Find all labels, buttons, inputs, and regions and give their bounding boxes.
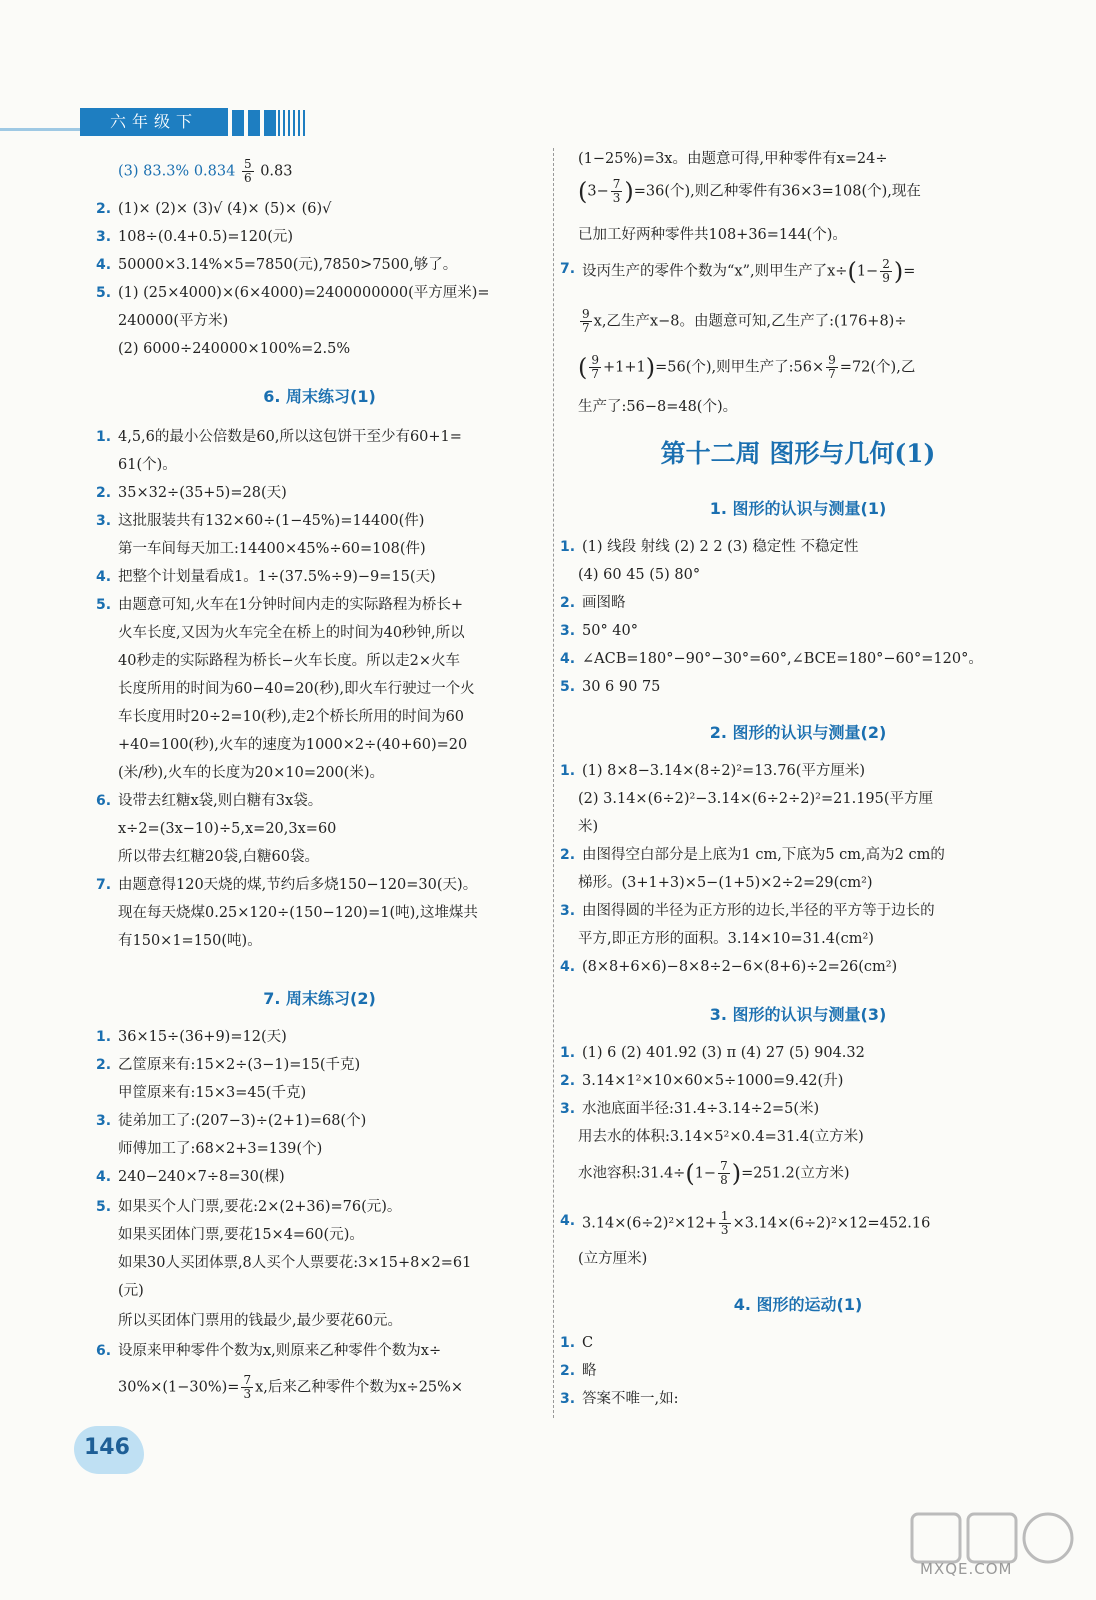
fraction-num: 5 — [243, 157, 252, 171]
answer-line — [556, 592, 626, 614]
paren: ( — [685, 1159, 695, 1188]
page-number: 146 — [84, 1435, 130, 1460]
answer-line — [92, 1026, 287, 1048]
answer-line — [92, 1054, 360, 1076]
header-block-3 — [264, 110, 276, 136]
fraction — [719, 1210, 731, 1237]
paren: ( — [578, 353, 588, 382]
answer-line — [556, 956, 897, 978]
text: 3.14×1²×10×60×5÷1000=9.42(升) — [582, 1073, 844, 1089]
answer-line — [556, 1098, 819, 1120]
item-number: 3. — [96, 513, 112, 529]
answer-line: (立方厘米) — [578, 1251, 648, 1267]
paren: ) — [645, 353, 656, 382]
fraction — [826, 354, 838, 381]
text: 徒弟加工了:(207−3)÷(2+1)=68(个) — [118, 1113, 367, 1129]
answer-line: 火车长度,又因为火车完全在桥上的时间为40秒钟,所以 — [118, 625, 465, 641]
text: 3.14×(6÷2)²×12+ — [582, 1215, 717, 1232]
text: 画图略 — [582, 595, 626, 611]
fraction-den: 3 — [612, 191, 621, 205]
answer-line — [92, 426, 462, 448]
fraction-den: 9 — [882, 271, 890, 285]
answer-line — [556, 760, 865, 782]
text: 4,5,6的最小公倍数是60,所以这包饼干至少有60+1= — [118, 429, 462, 445]
text: 240−240×7÷8=30(棵) — [118, 1169, 285, 1185]
answer-line — [92, 482, 287, 504]
paren: ( — [578, 177, 588, 206]
item-number: 3. — [560, 1101, 576, 1117]
text: 设丙生产的零件个数为“x”,则甲生产了x÷ — [582, 263, 848, 280]
answer-line — [92, 510, 424, 532]
fraction — [589, 354, 601, 381]
section-title: 2. 图形的认识与测量(2) — [709, 723, 887, 742]
answer-line — [92, 198, 331, 220]
answer-line — [92, 1196, 401, 1218]
answer-line: 如果30人买团体票,8人买个人票要花:3×15+8×2=61 — [118, 1255, 472, 1271]
answer-line: 已加工好两种零件共108+36=144(个)。 — [578, 227, 847, 243]
fraction-num: 1 — [720, 1209, 729, 1223]
answer-line — [92, 1110, 366, 1132]
text: (1) (25×4000)×(6×4000)=2400000000(平方厘米)= — [118, 285, 490, 301]
section-title: 7. 周末练习(2) — [263, 989, 376, 1008]
item-number: 1. — [560, 539, 576, 555]
item-number: 3. — [560, 623, 576, 639]
week-title: 第十二周 图形与几何(1) — [660, 439, 936, 468]
text: +1+1 — [603, 359, 646, 376]
paren: ) — [624, 177, 634, 206]
fraction-num: 9 — [582, 307, 590, 321]
text: 如果买个人门票,要花:2×(2+36)=76(元)。 — [118, 1199, 402, 1215]
text: 乙筐原来有:15×2÷(3−1)=15(千克) — [118, 1057, 361, 1073]
text: 1− — [694, 1165, 717, 1182]
text: 由题意得120天烧的煤,节约后多烧150−120=30(天)。 — [118, 877, 478, 893]
answer-line: (米/秒),火车的长度为20×10=200(米)。 — [118, 765, 384, 781]
item-number: 3. — [96, 229, 112, 245]
answer-line — [556, 536, 858, 558]
answer-line — [92, 1374, 463, 1401]
text: =36(个),则乙种零件有36×3=108(个),现在 — [633, 183, 921, 200]
fraction — [241, 1374, 253, 1401]
text: 由图得圆的半径为正方形的边长,半径的平方等于边长的 — [582, 903, 935, 919]
item-number: 1. — [96, 1029, 112, 1045]
answer-line: (元) — [118, 1283, 144, 1299]
answer-line: 现在每天烧煤0.25×120÷(150−120)=1(吨),这堆煤共 — [118, 905, 478, 921]
answer-line — [92, 226, 293, 248]
answer-line: 师傅加工了:68×2+3=139(个) — [118, 1141, 323, 1157]
paren: ( — [847, 257, 857, 286]
text: 设带去红糖x袋,则白糖有3x袋。 — [118, 793, 323, 809]
item-number: 3. — [560, 1391, 576, 1407]
answer-line: 梯形。(3+1+3)×5−(1+5)×2÷2=29(cm²) — [578, 875, 873, 891]
fraction-num: 2 — [882, 257, 890, 271]
text: (1)× (2)× (3)√ (4)× (5)× (6)√ — [118, 201, 332, 217]
item-number: 3. — [560, 903, 576, 919]
answer-line: +40=100(秒),火车的速度为1000×2÷(40+60)=20 — [118, 737, 468, 753]
item-number: 2. — [96, 1057, 112, 1073]
answer-line: (2) 6000÷240000×100%=2.5% — [118, 341, 351, 357]
fraction-num: 9 — [828, 353, 836, 367]
answer-line — [92, 282, 490, 304]
answer-line — [92, 874, 477, 896]
answer-line — [556, 620, 638, 642]
answer-line: 车长度用时20÷2=10(秒),走2个桥长所用的时间为60 — [118, 709, 465, 725]
header-block-2 — [248, 110, 260, 136]
fraction-den: 7 — [582, 321, 590, 335]
answer-line — [92, 158, 293, 185]
answer-line — [556, 900, 935, 922]
text: ∠ACB=180°−90°−30°=60°,∠BCE=180°−60°=120°。 — [582, 651, 983, 667]
section-title: 3. 图形的认识与测量(3) — [709, 1005, 887, 1024]
answer-line — [556, 1388, 679, 1410]
fraction — [718, 1160, 730, 1187]
header-stripes — [278, 110, 308, 136]
fraction — [611, 178, 623, 205]
answer-line: 61(个)。 — [118, 457, 177, 473]
text: 30%×(1−30%)= — [118, 1379, 240, 1396]
text: 3− — [587, 183, 609, 200]
text: 设原来甲种零件个数为x,则原来乙种零件个数为x÷ — [118, 1343, 442, 1359]
item-number: 5. — [96, 597, 112, 613]
answer-line — [578, 178, 921, 205]
fraction-den: 6 — [243, 171, 252, 185]
fraction-den: 7 — [828, 367, 836, 381]
fraction — [580, 308, 592, 335]
text: 略 — [582, 1363, 597, 1379]
item-number: 4. — [560, 651, 576, 667]
text: (3) 83.3% 0.834 — [118, 163, 236, 180]
answer-line: (2) 3.14×(6÷2)²−3.14×(6÷2÷2)²=21.195(平方厘 — [578, 791, 934, 807]
text: 0.83 — [260, 163, 293, 180]
text: C — [582, 1335, 594, 1351]
item-number: 6. — [96, 1343, 112, 1359]
answer-line — [556, 1332, 593, 1354]
answer-line: 平方,即正方形的面积。3.14×10=31.4(cm²) — [578, 931, 874, 947]
text: (1) 线段 射线 (2) 2 2 (3) 稳定性 不稳定性 — [582, 539, 859, 555]
item-number: 2. — [96, 485, 112, 501]
fraction-num: 7 — [243, 1373, 252, 1387]
answer-line — [578, 354, 915, 381]
fraction-num: 7 — [612, 177, 621, 191]
item-number: 1. — [96, 429, 112, 445]
answer-line — [556, 1210, 930, 1237]
section-title: 1. 图形的认识与测量(1) — [709, 499, 887, 518]
header-block-1 — [232, 110, 244, 136]
text: (1) 8×8−3.14×(8÷2)²=13.76(平方厘米) — [582, 763, 866, 779]
answer-line: 长度所用的时间为60−40=20(秒),即火车行驶过一个火 — [118, 681, 475, 697]
fraction-den: 3 — [243, 1387, 252, 1401]
answer-line: 生产了:56−8=48(个)。 — [578, 399, 738, 415]
section-title: 4. 图形的运动(1) — [733, 1295, 863, 1314]
answer-line — [92, 566, 436, 588]
item-number: 3. — [96, 1113, 112, 1129]
item-number: 1. — [560, 1045, 576, 1061]
text: 答案不唯一,如: — [582, 1391, 679, 1407]
text: 由题意可知,火车在1分钟时间内走的实际路程为桥长+ — [118, 597, 463, 613]
text: x,后来乙种零件个数为x÷25%× — [255, 1379, 464, 1396]
answer-line — [92, 254, 457, 276]
text: 35×32÷(35+5)=28(天) — [118, 485, 287, 501]
text: 30 6 90 75 — [582, 679, 661, 695]
text: = — [903, 263, 916, 280]
item-number: 6. — [96, 793, 112, 809]
answer-line — [578, 308, 907, 335]
fraction — [242, 158, 254, 185]
fraction-num: 7 — [720, 1159, 728, 1173]
text: 水池底面半径:31.4÷3.14÷2=5(米) — [582, 1101, 820, 1117]
item-number: 4. — [96, 1169, 112, 1185]
answer-line — [92, 1340, 441, 1362]
text: 把整个计划量看成1。1÷(37.5%÷9)−9=15(天) — [118, 569, 436, 585]
answer-line: 用去水的体积:3.14×5²×0.4=31.4(立方米) — [578, 1129, 864, 1145]
answer-line: 第一车间每天加工:14400×45%÷60=108(件) — [118, 541, 426, 557]
answer-line: x÷2=(3x−10)÷5,x=20,3x=60 — [118, 821, 337, 837]
answer-line: (4) 60 45 (5) 80° — [578, 567, 701, 583]
text: 50000×3.14%×5=7850(元),7850>7500,够了。 — [118, 257, 458, 273]
text: 1− — [856, 263, 879, 280]
item-number: 7. — [96, 877, 112, 893]
answer-line: 所以带去红糖20袋,白糖60袋。 — [118, 849, 320, 865]
item-number: 7. — [560, 261, 576, 277]
item-number: 4. — [560, 959, 576, 975]
paren: ) — [893, 257, 904, 286]
answer-line: 40秒走的实际路程为桥长−火车长度。所以走2×火车 — [118, 653, 460, 669]
answer-line — [556, 648, 983, 670]
text: 50° 40° — [582, 623, 639, 639]
answer-line — [556, 1042, 865, 1064]
column-divider — [553, 148, 554, 1418]
answer-line — [556, 258, 915, 285]
item-number: 2. — [560, 1073, 576, 1089]
answer-line — [556, 844, 945, 866]
item-number: 2. — [96, 201, 112, 217]
answer-line — [92, 1166, 285, 1188]
answer-line: 甲筐原来有:15×3=45(千克) — [118, 1085, 307, 1101]
item-number: 5. — [560, 679, 576, 695]
item-number: 2. — [560, 1363, 576, 1379]
answer-line: 240000(平方米) — [118, 313, 229, 329]
text: 这批服装共有132×60÷(1−45%)=14400(件) — [118, 513, 425, 529]
fraction-den: 8 — [720, 1173, 728, 1187]
item-number: 2. — [560, 595, 576, 611]
text: (1) 6 (2) 401.92 (3) π (4) 27 (5) 904.32 — [582, 1045, 865, 1061]
fraction-den: 7 — [591, 367, 600, 381]
answer-line: 有150×1=150(吨)。 — [118, 933, 262, 949]
paren: ) — [731, 1159, 742, 1188]
text: 36×15÷(36+9)=12(天) — [118, 1029, 287, 1045]
fraction — [880, 258, 892, 285]
text: x,乙生产x−8。由题意可知,乙生产了:(176+8)÷ — [593, 313, 907, 330]
text: =56(个),则甲生产了:56× — [655, 359, 825, 376]
fraction-num: 9 — [591, 353, 600, 367]
text: =72(个),乙 — [839, 359, 916, 376]
section-title: 6. 周末练习(1) — [263, 387, 376, 406]
answer-line — [556, 1070, 843, 1092]
watermark-text: MXQE.COM — [920, 1560, 1013, 1578]
answer-line: 米) — [578, 819, 599, 835]
item-number: 2. — [560, 847, 576, 863]
text: 水池容积:31.4÷ — [578, 1165, 686, 1182]
answer-line: 如果买团体门票,要花15×4=60(元)。 — [118, 1227, 364, 1243]
answer-line — [92, 790, 322, 812]
answer-line — [556, 676, 660, 698]
text: 108÷(0.4+0.5)=120(元) — [118, 229, 294, 245]
text: 由图得空白部分是上底为1 cm,下底为5 cm,高为2 cm的 — [582, 847, 945, 863]
item-number: 4. — [560, 1213, 576, 1229]
item-number: 5. — [96, 285, 112, 301]
grade-tab: 六年级下 — [80, 108, 228, 136]
text: (8×8+6×6)−8×8÷2−6×(8+6)÷2=26(cm²) — [582, 959, 898, 975]
item-number: 4. — [96, 569, 112, 585]
item-number: 5. — [96, 1199, 112, 1215]
answer-line — [578, 1160, 850, 1187]
item-number: 1. — [560, 763, 576, 779]
item-number: 4. — [96, 257, 112, 273]
answer-line: (1−25%)=3x。由题意可得,甲种零件有x=24÷ — [578, 151, 888, 167]
fraction-den: 3 — [720, 1223, 729, 1237]
item-number: 1. — [560, 1335, 576, 1351]
text: =251.2(立方米) — [741, 1165, 850, 1182]
answer-line: 所以买团体门票用的钱最少,最少要花60元。 — [118, 1313, 403, 1329]
text: ×3.14×(6÷2)²×12=452.16 — [732, 1215, 931, 1232]
answer-line — [92, 594, 463, 616]
answer-line — [556, 1360, 597, 1382]
